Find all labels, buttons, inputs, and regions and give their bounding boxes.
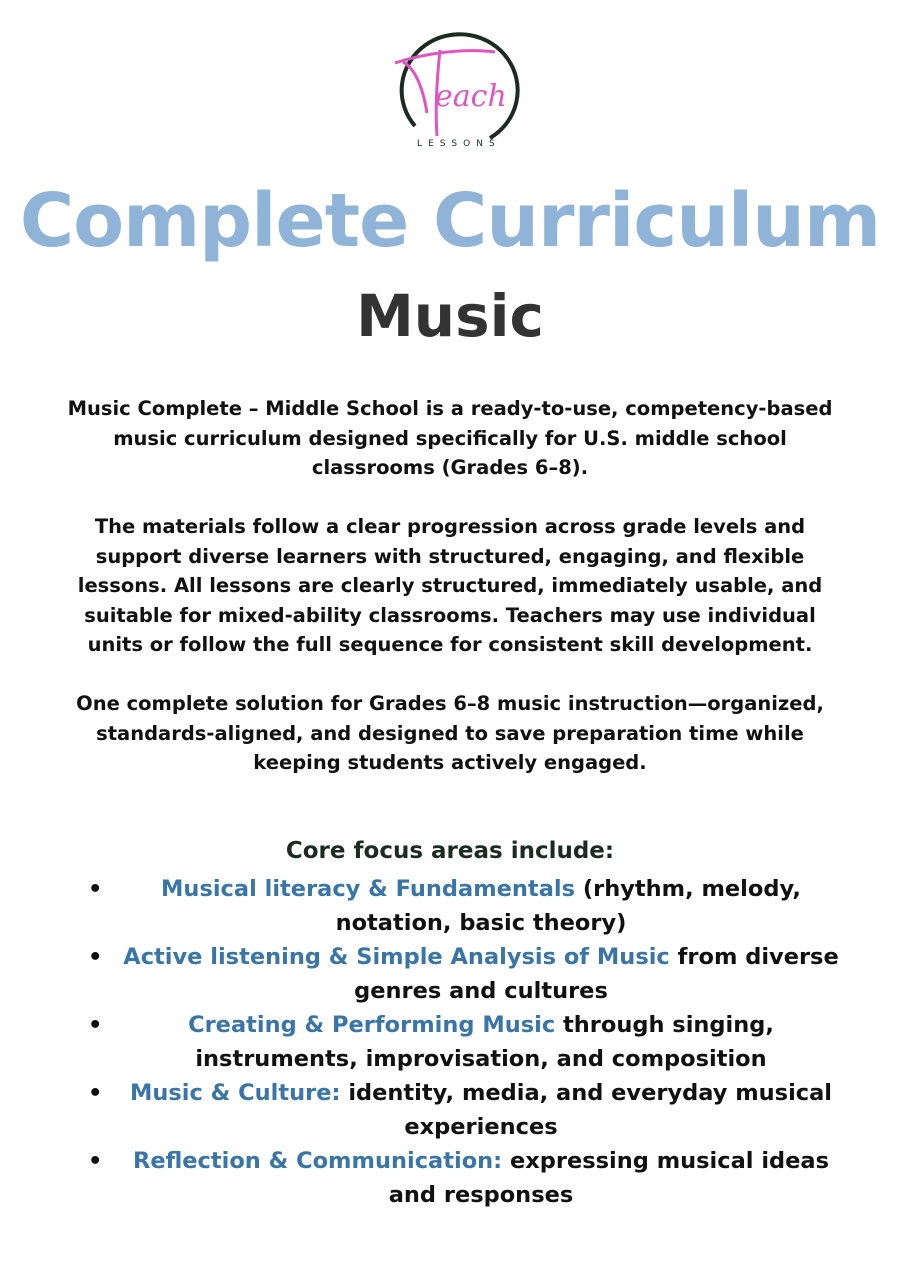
teach-lessons-logo xyxy=(385,28,520,153)
focus-detail: expressing musical ideas and responses xyxy=(388,1148,829,1208)
bullet-icon: • xyxy=(88,1080,103,1106)
page-subtitle: Music xyxy=(356,282,544,350)
intro-paragraph: Music Complete – Middle School is a ready-to-use, competency-based music curriculum designed specifically for U.S. middle school classrooms (Grades 6–8). xyxy=(67,397,833,479)
core-focus-heading: Core focus areas include: xyxy=(285,838,615,864)
list-item xyxy=(88,1144,848,1212)
page-title: Complete Curriculum xyxy=(19,178,881,264)
list-item xyxy=(88,872,848,940)
list-item xyxy=(88,940,848,1008)
materials-paragraph: The materials follow a clear progression across grade levels and support diverse learners with structured, engaging, and flexible lessons. All lessons are clearly structured, immediately usable, and suitable for mixed-ability classrooms. Teachers may use individual units or follow the full sequence for consistent skill development. xyxy=(77,515,823,656)
list-item xyxy=(88,1076,848,1144)
focus-detail: through singing, instruments, improvisation, and composition xyxy=(195,1012,774,1072)
svg-text:LESSONS: LESSONS xyxy=(417,139,501,149)
list-item xyxy=(88,1008,848,1076)
bullet-icon: • xyxy=(88,1148,103,1174)
bullet-icon: • xyxy=(88,944,103,970)
focus-detail: (rhythm, melody, notation, basic theory) xyxy=(335,876,801,936)
solution-paragraph: One complete solution for Grades 6–8 music instruction—organized, standards-aligned, and designed to save preparation time while keeping students actively engaged. xyxy=(76,692,824,774)
focus-detail: from diverse genres and cultures xyxy=(354,944,839,1004)
focus-highlight: Music & Culture: xyxy=(129,1080,341,1106)
focus-highlight: Creating & Performing Music xyxy=(188,1012,556,1038)
focus-detail: identity, media, and everyday musical experiences xyxy=(340,1080,833,1140)
bullet-icon: • xyxy=(88,1012,103,1038)
svg-text:each: each xyxy=(435,79,507,114)
focus-highlight: Reflection & Communication: xyxy=(133,1148,503,1174)
bullet-icon: • xyxy=(88,876,103,902)
focus-highlight: Musical literacy & Fundamentals xyxy=(161,876,575,902)
focus-areas-list xyxy=(88,872,848,1212)
focus-highlight: Active listening & Simple Analysis of Music xyxy=(123,944,670,970)
